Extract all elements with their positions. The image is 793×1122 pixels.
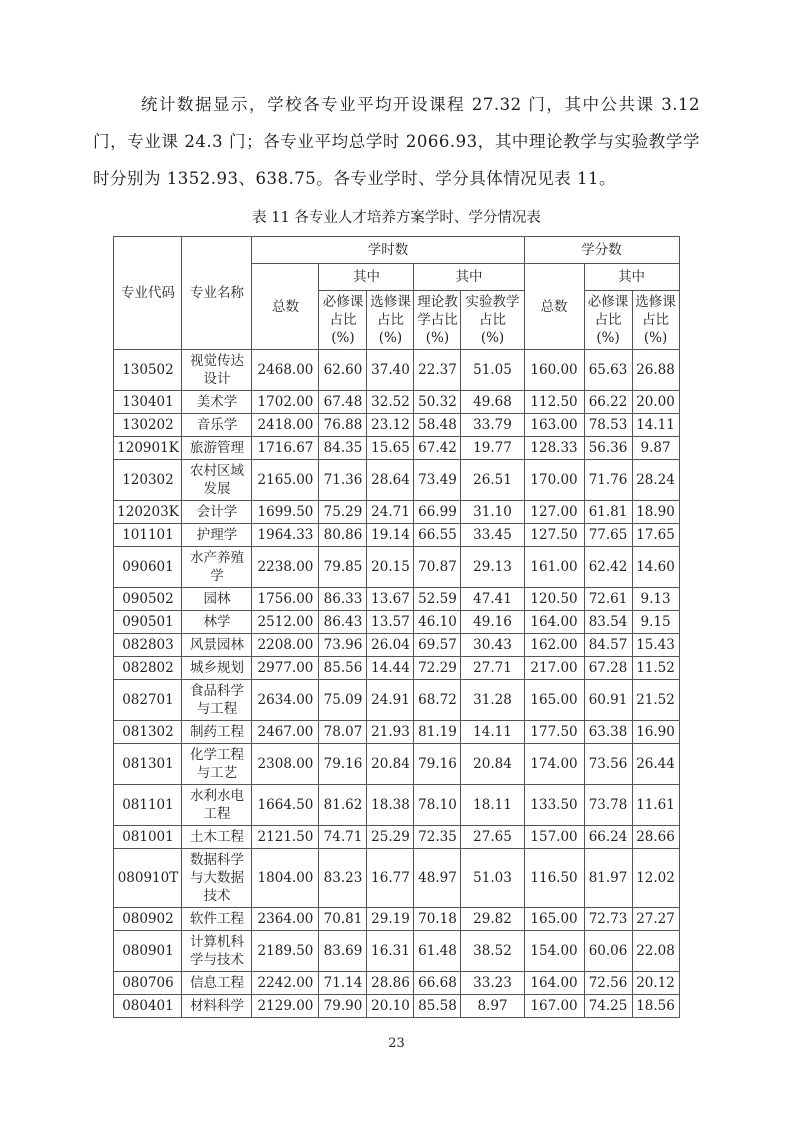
cell-theory-pct: 70.18 <box>414 908 461 931</box>
cell-hours-required-pct: 75.09 <box>319 680 367 721</box>
cell-credits-elective-pct: 11.52 <box>632 657 679 680</box>
cell-hours-total: 2977.00 <box>252 657 319 680</box>
cell-hours-elective-pct: 29.19 <box>367 908 414 931</box>
header-credits-among: 其中 <box>584 264 679 291</box>
cell-credits-required-pct: 74.25 <box>584 995 632 1018</box>
cell-hours-elective-pct: 24.91 <box>367 680 414 721</box>
cell-hours-elective-pct: 32.52 <box>367 391 414 414</box>
cell-hours-elective-pct: 24.71 <box>367 501 414 524</box>
header-credits-group: 学分数 <box>524 237 679 264</box>
cell-hours-required-pct: 79.90 <box>319 995 367 1018</box>
cell-credits-total: 162.00 <box>524 634 584 657</box>
cell-credits-elective-pct: 11.61 <box>632 785 679 826</box>
cell-hours-total: 2308.00 <box>252 744 319 785</box>
cell-experiment-pct: 18.11 <box>461 785 524 826</box>
cell-credits-elective-pct: 12.02 <box>632 849 679 908</box>
table-row <box>114 460 679 501</box>
cell-major-name: 城乡规划 <box>182 657 252 680</box>
table-row <box>114 524 679 547</box>
cell-hours-total: 2208.00 <box>252 634 319 657</box>
cell-theory-pct: 66.55 <box>414 524 461 547</box>
cell-credits-total: 127.00 <box>524 501 584 524</box>
cell-hours-elective-pct: 18.38 <box>367 785 414 826</box>
cell-credits-elective-pct: 9.87 <box>632 437 679 460</box>
cell-major-code: 130502 <box>114 350 182 391</box>
cell-hours-required-pct: 74.71 <box>319 826 367 849</box>
cell-major-code: 080901 <box>114 931 182 972</box>
cell-credits-elective-pct: 28.24 <box>632 460 679 501</box>
table-row <box>114 744 679 785</box>
header-hours-group: 学时数 <box>252 237 524 264</box>
cell-major-code: 081101 <box>114 785 182 826</box>
cell-major-code: 090501 <box>114 611 182 634</box>
cell-credits-required-pct: 67.28 <box>584 657 632 680</box>
cell-credits-elective-pct: 16.90 <box>632 721 679 744</box>
cell-major-code: 080401 <box>114 995 182 1018</box>
cell-credits-required-pct: 60.91 <box>584 680 632 721</box>
cell-theory-pct: 72.35 <box>414 826 461 849</box>
cell-credits-required-pct: 72.56 <box>584 972 632 995</box>
cell-hours-elective-pct: 26.04 <box>367 634 414 657</box>
cell-major-name: 制药工程 <box>182 721 252 744</box>
cell-major-code: 081302 <box>114 721 182 744</box>
cell-credits-elective-pct: 26.44 <box>632 744 679 785</box>
cell-credits-elective-pct: 28.66 <box>632 826 679 849</box>
cell-theory-pct: 81.19 <box>414 721 461 744</box>
cell-hours-total: 2512.00 <box>252 611 319 634</box>
cell-credits-required-pct: 78.53 <box>584 414 632 437</box>
cell-theory-pct: 85.58 <box>414 995 461 1018</box>
cell-credits-total: 167.00 <box>524 995 584 1018</box>
cell-hours-required-pct: 70.81 <box>319 908 367 931</box>
table-row <box>114 657 679 680</box>
cell-credits-elective-pct: 27.27 <box>632 908 679 931</box>
header-credits-required-pct: 必修课占比 (%) <box>584 291 632 350</box>
cell-hours-required-pct: 83.23 <box>319 849 367 908</box>
intro-paragraph: 统计数据显示，学校各专业平均开设课程 27.32 门，其中公共课 3.12 门，专业课 24.3 门；各专业平均总学时 2066.93，其中理论教学与实验教学学时分别为 1352.93、638.75。各专业学时、学分具体情况见表 11。 <box>93 95 700 188</box>
cell-hours-total: 2418.00 <box>252 414 319 437</box>
cell-credits-required-pct: 71.76 <box>584 460 632 501</box>
cell-major-code: 080902 <box>114 908 182 931</box>
cell-credits-elective-pct: 17.65 <box>632 524 679 547</box>
cell-credits-required-pct: 66.24 <box>584 826 632 849</box>
cell-theory-pct: 58.48 <box>414 414 461 437</box>
table-row <box>114 785 679 826</box>
cell-experiment-pct: 19.77 <box>461 437 524 460</box>
cell-hours-elective-pct: 25.29 <box>367 826 414 849</box>
table-row <box>114 931 679 972</box>
cell-major-code: 082802 <box>114 657 182 680</box>
cell-credits-required-pct: 73.78 <box>584 785 632 826</box>
cell-hours-elective-pct: 13.67 <box>367 588 414 611</box>
table-row <box>114 611 679 634</box>
cell-hours-elective-pct: 28.64 <box>367 460 414 501</box>
cell-hours-elective-pct: 19.14 <box>367 524 414 547</box>
cell-major-name: 计算机科学与技术 <box>182 931 252 972</box>
cell-theory-pct: 79.16 <box>414 744 461 785</box>
header-experiment-pct: 实验教学占比 (%) <box>461 291 524 350</box>
cell-hours-elective-pct: 15.65 <box>367 437 414 460</box>
cell-hours-required-pct: 71.14 <box>319 972 367 995</box>
header-credits-total: 总数 <box>524 264 584 350</box>
cell-experiment-pct: 49.16 <box>461 611 524 634</box>
cell-experiment-pct: 31.10 <box>461 501 524 524</box>
cell-hours-elective-pct: 16.31 <box>367 931 414 972</box>
cell-experiment-pct: 26.51 <box>461 460 524 501</box>
cell-theory-pct: 48.97 <box>414 849 461 908</box>
cell-hours-required-pct: 81.62 <box>319 785 367 826</box>
cell-major-code: 080706 <box>114 972 182 995</box>
cell-major-name: 林学 <box>182 611 252 634</box>
table-row <box>114 547 679 588</box>
table-row <box>114 501 679 524</box>
cell-hours-total: 1804.00 <box>252 849 319 908</box>
cell-major-code: 082701 <box>114 680 182 721</box>
cell-theory-pct: 78.10 <box>414 785 461 826</box>
cell-credits-total: 157.00 <box>524 826 584 849</box>
cell-theory-pct: 50.32 <box>414 391 461 414</box>
cell-credits-elective-pct: 18.90 <box>632 501 679 524</box>
cell-hours-total: 2468.00 <box>252 350 319 391</box>
cell-major-name: 材料科学 <box>182 995 252 1018</box>
cell-major-code: 090502 <box>114 588 182 611</box>
cell-theory-pct: 70.87 <box>414 547 461 588</box>
cell-credits-required-pct: 73.56 <box>584 744 632 785</box>
cell-major-name: 视觉传达设计 <box>182 350 252 391</box>
cell-credits-total: 164.00 <box>524 972 584 995</box>
cell-credits-elective-pct: 21.52 <box>632 680 679 721</box>
cell-credits-elective-pct: 22.08 <box>632 931 679 972</box>
table-row <box>114 721 679 744</box>
cell-credits-total: 154.00 <box>524 931 584 972</box>
table-row <box>114 350 679 391</box>
cell-credits-total: 165.00 <box>524 680 584 721</box>
cell-theory-pct: 72.29 <box>414 657 461 680</box>
cell-credits-required-pct: 72.73 <box>584 908 632 931</box>
cell-hours-required-pct: 85.56 <box>319 657 367 680</box>
cell-major-code: 080910T <box>114 849 182 908</box>
cell-credits-required-pct: 72.61 <box>584 588 632 611</box>
table-title: 表 11 各专业人才培养方案学时、学分情况表 <box>252 210 541 226</box>
cell-credits-required-pct: 83.54 <box>584 611 632 634</box>
cell-credits-total: 128.33 <box>524 437 584 460</box>
table-row <box>114 634 679 657</box>
cell-hours-required-pct: 76.88 <box>319 414 367 437</box>
cell-credits-total: 116.50 <box>524 849 584 908</box>
cell-hours-total: 1716.67 <box>252 437 319 460</box>
cell-credits-required-pct: 84.57 <box>584 634 632 657</box>
cell-major-code: 120203K <box>114 501 182 524</box>
cell-hours-total: 1964.33 <box>252 524 319 547</box>
cell-credits-required-pct: 62.42 <box>584 547 632 588</box>
header-hours-total: 总数 <box>252 264 319 350</box>
cell-experiment-pct: 33.45 <box>461 524 524 547</box>
cell-major-name: 园林 <box>182 588 252 611</box>
cell-credits-total: 160.00 <box>524 350 584 391</box>
cell-hours-total: 2189.50 <box>252 931 319 972</box>
cell-experiment-pct: 30.43 <box>461 634 524 657</box>
cell-credits-required-pct: 66.22 <box>584 391 632 414</box>
majors-hours-credits-table <box>113 236 679 1018</box>
cell-credits-total: 112.50 <box>524 391 584 414</box>
cell-hours-elective-pct: 20.15 <box>367 547 414 588</box>
header-hours-required-pct: 必修课占比 (%) <box>319 291 367 350</box>
table-row <box>114 588 679 611</box>
cell-hours-total: 2467.00 <box>252 721 319 744</box>
cell-hours-total: 2242.00 <box>252 972 319 995</box>
header-theory-pct: 理论教学占比 (%) <box>414 291 461 350</box>
cell-experiment-pct: 20.84 <box>461 744 524 785</box>
cell-hours-required-pct: 79.16 <box>319 744 367 785</box>
cell-credits-total: 170.00 <box>524 460 584 501</box>
cell-credits-elective-pct: 14.60 <box>632 547 679 588</box>
cell-hours-total: 2165.00 <box>252 460 319 501</box>
cell-credits-elective-pct: 9.15 <box>632 611 679 634</box>
cell-credits-total: 165.00 <box>524 908 584 931</box>
cell-hours-total: 2364.00 <box>252 908 319 931</box>
table-row <box>114 680 679 721</box>
cell-experiment-pct: 33.79 <box>461 414 524 437</box>
cell-experiment-pct: 29.13 <box>461 547 524 588</box>
cell-theory-pct: 66.68 <box>414 972 461 995</box>
cell-experiment-pct: 27.71 <box>461 657 524 680</box>
cell-hours-required-pct: 78.07 <box>319 721 367 744</box>
cell-credits-total: 120.50 <box>524 588 584 611</box>
header-major-code: 专业代码 <box>114 237 182 350</box>
cell-experiment-pct: 27.65 <box>461 826 524 849</box>
cell-credits-total: 163.00 <box>524 414 584 437</box>
table-row <box>114 414 679 437</box>
cell-credits-elective-pct: 9.13 <box>632 588 679 611</box>
cell-hours-total: 2634.00 <box>252 680 319 721</box>
table-row <box>114 849 679 908</box>
cell-major-name: 软件工程 <box>182 908 252 931</box>
cell-major-code: 090601 <box>114 547 182 588</box>
cell-major-code: 081301 <box>114 744 182 785</box>
table-row <box>114 972 679 995</box>
cell-credits-required-pct: 61.81 <box>584 501 632 524</box>
header-credits-elective-pct: 选修课占比 (%) <box>632 291 679 350</box>
cell-experiment-pct: 8.97 <box>461 995 524 1018</box>
header-hours-among-2: 其中 <box>414 264 524 291</box>
cell-experiment-pct: 33.23 <box>461 972 524 995</box>
cell-hours-required-pct: 75.29 <box>319 501 367 524</box>
cell-credits-required-pct: 77.65 <box>584 524 632 547</box>
cell-credits-elective-pct: 26.88 <box>632 350 679 391</box>
cell-credits-required-pct: 60.06 <box>584 931 632 972</box>
cell-major-name: 水产养殖学 <box>182 547 252 588</box>
cell-hours-required-pct: 67.48 <box>319 391 367 414</box>
cell-major-name: 美术学 <box>182 391 252 414</box>
cell-theory-pct: 66.99 <box>414 501 461 524</box>
cell-hours-total: 1702.00 <box>252 391 319 414</box>
cell-hours-required-pct: 86.33 <box>319 588 367 611</box>
cell-theory-pct: 67.42 <box>414 437 461 460</box>
cell-credits-total: 127.50 <box>524 524 584 547</box>
cell-major-name: 土木工程 <box>182 826 252 849</box>
cell-credits-elective-pct: 15.43 <box>632 634 679 657</box>
cell-hours-elective-pct: 21.93 <box>367 721 414 744</box>
cell-hours-total: 1699.50 <box>252 501 319 524</box>
cell-hours-required-pct: 83.69 <box>319 931 367 972</box>
cell-major-code: 101101 <box>114 524 182 547</box>
cell-hours-required-pct: 62.60 <box>319 350 367 391</box>
cell-credits-required-pct: 65.63 <box>584 350 632 391</box>
cell-credits-required-pct: 63.38 <box>584 721 632 744</box>
cell-hours-elective-pct: 20.10 <box>367 995 414 1018</box>
cell-theory-pct: 69.57 <box>414 634 461 657</box>
cell-hours-required-pct: 80.86 <box>319 524 367 547</box>
cell-hours-elective-pct: 14.44 <box>367 657 414 680</box>
cell-major-name: 信息工程 <box>182 972 252 995</box>
cell-credits-elective-pct: 14.11 <box>632 414 679 437</box>
cell-hours-required-pct: 73.96 <box>319 634 367 657</box>
cell-hours-elective-pct: 37.40 <box>367 350 414 391</box>
table-row <box>114 437 679 460</box>
cell-experiment-pct: 47.41 <box>461 588 524 611</box>
cell-experiment-pct: 49.68 <box>461 391 524 414</box>
cell-experiment-pct: 31.28 <box>461 680 524 721</box>
cell-hours-total: 2129.00 <box>252 995 319 1018</box>
cell-hours-required-pct: 79.85 <box>319 547 367 588</box>
cell-credits-elective-pct: 20.00 <box>632 391 679 414</box>
cell-experiment-pct: 29.82 <box>461 908 524 931</box>
cell-hours-required-pct: 84.35 <box>319 437 367 460</box>
cell-credits-total: 174.00 <box>524 744 584 785</box>
cell-theory-pct: 73.49 <box>414 460 461 501</box>
cell-hours-required-pct: 86.43 <box>319 611 367 634</box>
header-row-groups <box>114 237 679 264</box>
cell-credits-total: 133.50 <box>524 785 584 826</box>
table-row <box>114 908 679 931</box>
cell-hours-total: 2121.50 <box>252 826 319 849</box>
header-major-name: 专业名称 <box>182 237 252 350</box>
cell-hours-total: 1664.50 <box>252 785 319 826</box>
cell-credits-total: 217.00 <box>524 657 584 680</box>
cell-major-name: 水利水电工程 <box>182 785 252 826</box>
page-number: 23 <box>388 1036 405 1051</box>
cell-major-name: 食品科学与工程 <box>182 680 252 721</box>
cell-credits-total: 177.50 <box>524 721 584 744</box>
table-row <box>114 391 679 414</box>
cell-major-code: 120302 <box>114 460 182 501</box>
cell-hours-total: 2238.00 <box>252 547 319 588</box>
cell-hours-required-pct: 71.36 <box>319 460 367 501</box>
cell-experiment-pct: 38.52 <box>461 931 524 972</box>
cell-credits-elective-pct: 20.12 <box>632 972 679 995</box>
cell-major-name: 数据科学与大数据技术 <box>182 849 252 908</box>
cell-major-name: 音乐学 <box>182 414 252 437</box>
cell-theory-pct: 46.10 <box>414 611 461 634</box>
cell-credits-total: 164.00 <box>524 611 584 634</box>
table-row <box>114 826 679 849</box>
cell-major-code: 120901K <box>114 437 182 460</box>
cell-credits-total: 161.00 <box>524 547 584 588</box>
cell-major-name: 护理学 <box>182 524 252 547</box>
cell-hours-elective-pct: 23.12 <box>367 414 414 437</box>
cell-credits-required-pct: 56.36 <box>584 437 632 460</box>
cell-major-name: 农村区域发展 <box>182 460 252 501</box>
cell-theory-pct: 61.48 <box>414 931 461 972</box>
cell-major-name: 风景园林 <box>182 634 252 657</box>
table-row <box>114 995 679 1018</box>
cell-theory-pct: 52.59 <box>414 588 461 611</box>
cell-major-name: 会计学 <box>182 501 252 524</box>
cell-theory-pct: 22.37 <box>414 350 461 391</box>
cell-major-code: 081001 <box>114 826 182 849</box>
cell-major-code: 130401 <box>114 391 182 414</box>
cell-hours-elective-pct: 20.84 <box>367 744 414 785</box>
cell-credits-required-pct: 81.97 <box>584 849 632 908</box>
cell-experiment-pct: 14.11 <box>461 721 524 744</box>
header-hours-elective-pct: 选修课占比 (%) <box>367 291 414 350</box>
cell-major-code: 082803 <box>114 634 182 657</box>
cell-major-code: 130202 <box>114 414 182 437</box>
cell-theory-pct: 68.72 <box>414 680 461 721</box>
header-hours-among-1: 其中 <box>319 264 414 291</box>
cell-major-name: 旅游管理 <box>182 437 252 460</box>
cell-experiment-pct: 51.03 <box>461 849 524 908</box>
cell-credits-elective-pct: 18.56 <box>632 995 679 1018</box>
cell-hours-total: 1756.00 <box>252 588 319 611</box>
cell-experiment-pct: 51.05 <box>461 350 524 391</box>
cell-hours-elective-pct: 16.77 <box>367 849 414 908</box>
cell-major-name: 化学工程与工艺 <box>182 744 252 785</box>
cell-hours-elective-pct: 28.86 <box>367 972 414 995</box>
cell-hours-elective-pct: 13.57 <box>367 611 414 634</box>
